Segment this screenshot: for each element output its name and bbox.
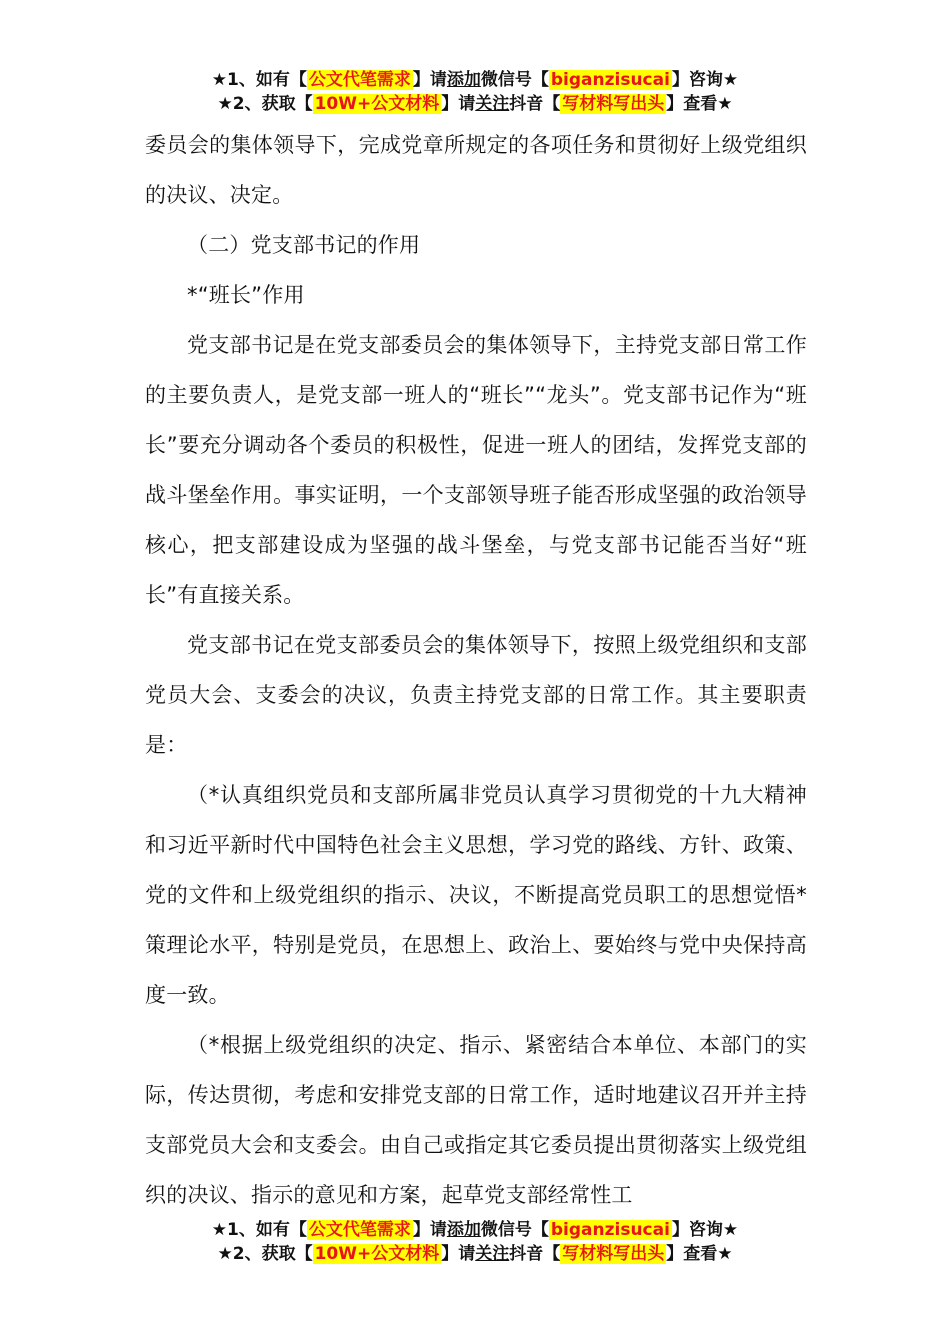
document-body	[145, 120, 807, 1220]
banner-text: ★1、如有【	[211, 1220, 307, 1240]
banner-highlight: 写材料写出头	[562, 1244, 665, 1264]
banner-underline: 添加	[446, 1220, 481, 1240]
banner-underline: 关注	[475, 1244, 510, 1264]
paragraph: 党支部书记在党支部委员会的集体领导下，按照上级党组织和支部党员大会、支委会的决议，负责主持党支部的日常工作。其主要职责是：	[145, 633, 807, 757]
banner-text: 】请	[441, 1244, 476, 1264]
banner-text: 】请	[441, 94, 476, 114]
banner-underline: 添加	[446, 70, 481, 90]
banner-highlight: 写材料写出头	[562, 94, 665, 114]
section-heading: （二）党支部书记的作用	[187, 233, 421, 257]
banner-line-1	[0, 68, 950, 92]
banner-text: 微信号【	[480, 1220, 549, 1240]
banner-text: 】查看★	[666, 94, 733, 114]
banner-underline: 关注	[475, 94, 510, 114]
banner-highlight: biganzisucai	[550, 1220, 670, 1240]
banner-highlight: 公文代笔需求	[308, 70, 411, 90]
banner-line-1	[0, 1218, 950, 1242]
banner-text: ★2、获取【	[217, 94, 313, 114]
footer-banner	[0, 1218, 950, 1266]
header-banner	[0, 68, 950, 116]
paragraph-continued: 委员会的集体领导下，完成党章所规定的各项任务和贯彻好上级党组织的决议、决定。	[145, 133, 807, 207]
paragraph: （*根据上级党组织的决定、指示、紧密结合本单位、本部门的实际，传达贯彻，考虑和安排党支部的日常工作，适时地建议召开并主持支部党员大会和支委会。由自己或指定其它委员提出贯彻落实上级党组织的决议、指示的意见和方案，起草党支部经常性工	[145, 1033, 807, 1207]
banner-highlight: 10W+公文材料	[314, 94, 440, 114]
banner-text: ★2、获取【	[217, 1244, 313, 1264]
paragraph: 党支部书记是在党支部委员会的集体领导下，主持党支部日常工作的主要负责人，是党支部一班人的“班长”“龙头”。党支部书记作为“班长”要充分调动各个委员的积极性，促进一班人的团结，发挥党支部的战斗堡垒作用。事实证明，一个支部领导班子能否形成坚强的政治领导核心，把支部建设成为坚强的战斗堡垒，与党支部书记能否当好“班长”有直接关系。	[145, 333, 807, 607]
paragraph: （*认真组织党员和支部所属非党员认真学习贯彻党的十九大精神和习近平新时代中国特色社会主义思想，学习党的路线、方针、政策、党的文件和上级党组织的指示、决议，不断提高党员职工的思想觉悟*策理论水平，特别是党员，在思想上、政治上、要始终与党中央保持高度一致。	[145, 783, 807, 1007]
banner-text: 】查看★	[666, 1244, 733, 1264]
banner-text: 抖音【	[509, 1244, 561, 1264]
banner-highlight: biganzisucai	[550, 70, 670, 90]
banner-text: 】咨询★	[671, 70, 739, 90]
banner-text: ★1、如有【	[211, 70, 307, 90]
banner-text: 】请	[412, 1220, 447, 1240]
banner-text: 】请	[412, 70, 447, 90]
banner-line-2	[0, 92, 950, 116]
banner-text: 】咨询★	[671, 1220, 739, 1240]
banner-text: 微信号【	[480, 70, 549, 90]
subsection-heading: *“班长”作用	[187, 283, 305, 307]
banner-text: 抖音【	[509, 94, 561, 114]
banner-highlight: 10W+公文材料	[314, 1244, 440, 1264]
banner-highlight: 公文代笔需求	[308, 1220, 411, 1240]
banner-line-2	[0, 1242, 950, 1266]
